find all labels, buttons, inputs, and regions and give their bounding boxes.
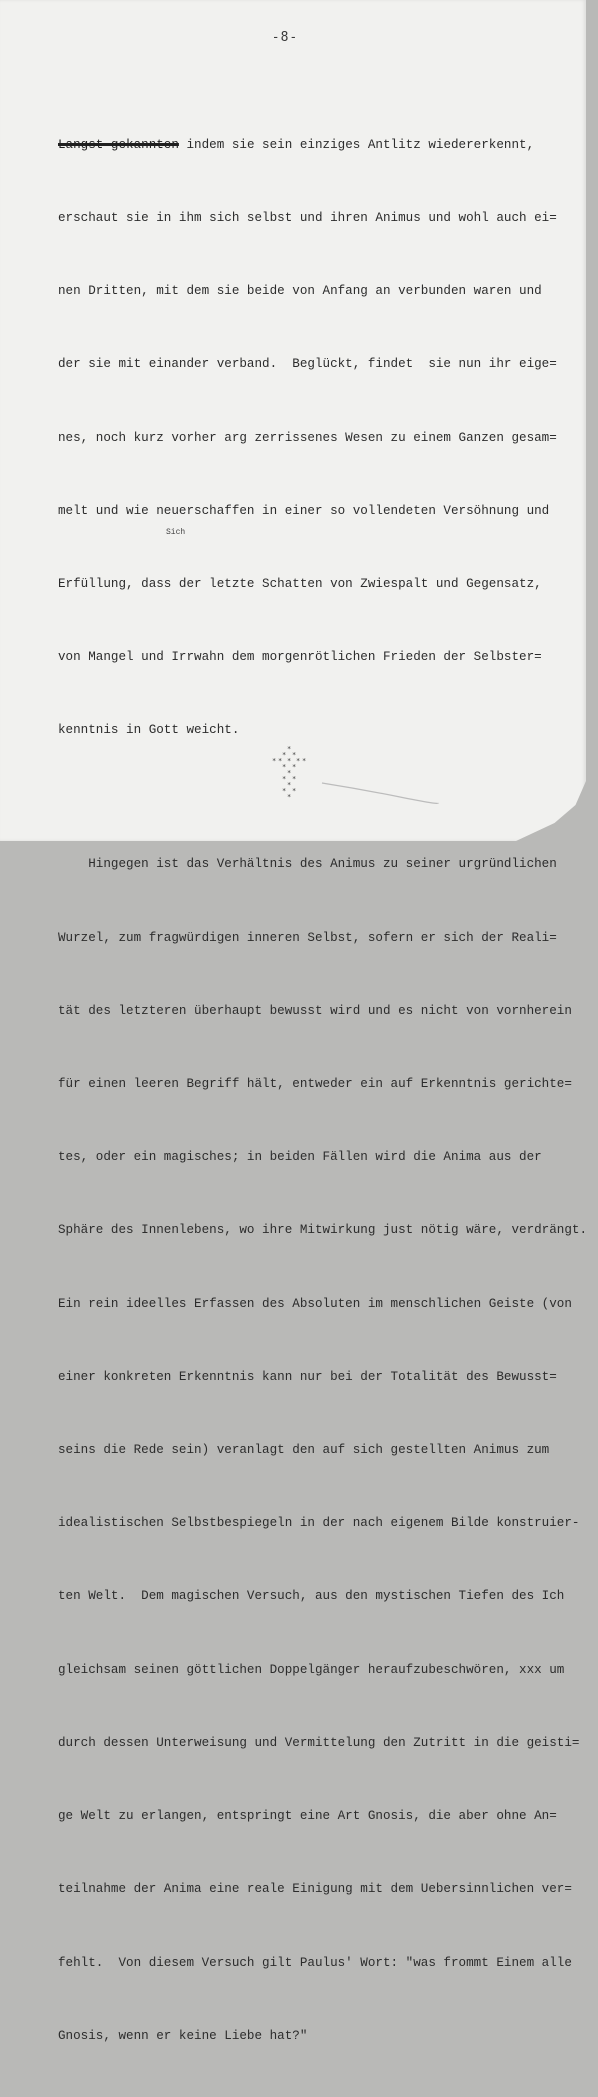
svg-text:*: * [287,781,292,789]
text-line: von Mangel und Irrwahn dem morgenrötlichen Frieden der Selbster= [58,650,542,665]
handwritten-insertion: Sich [166,528,186,537]
text-line: Hingegen ist das Verhältnis des Animus zu seiner urgründlichen [58,857,557,872]
text-line: seins die Rede sein) veranlagt den auf sich gestellten Animus zum [58,1443,550,1458]
svg-text:*: * [292,763,297,771]
svg-text:*: * [282,787,287,795]
svg-text:*: * [296,757,301,765]
text-line: einer konkreten Erkenntnis kann nur bei der Totalität des Bewusst= [58,1369,557,1384]
pencil-stroke-mark [320,775,440,805]
svg-text:*: * [282,751,287,759]
text-line: Wurzel, zum fragwürdigen inneren Selbst, sofern er sich der Reali= [58,930,557,945]
text-line: nes, noch kurz vorher arg zerrissenes Wesen zu einem Ganzen gesam= [58,430,557,445]
text-line: ten Welt. Dem magischen Versuch, aus den mystischen Tiefen des Ich [58,1589,565,1604]
svg-text:*: * [287,745,292,753]
svg-text:*: * [302,757,307,765]
text-line [58,133,558,157]
text-line: für einen leeren Begriff hält, entweder ein auf Erkenntnis gerichte= [58,1077,572,1092]
text-line: fehlt. Von diesem Versuch gilt Paulus' Wort: "was frommt Einem alle [58,1955,572,1970]
svg-text:*: * [292,775,297,783]
svg-text:*: * [287,757,292,765]
text-line: kenntnis in Gott weicht. [58,723,240,738]
text-line-rest: indem sie sein einziges Antlitz wiedererkennt, [186,137,535,152]
text-line: Ein rein ideelles Erfassen des Absoluten im menschlichen Geiste (von [58,1296,572,1311]
body-text [58,84,588,2097]
text-line: nen Dritten, mit dem sie beide von Anfang an verbunden waren und [58,284,542,299]
svg-text:*: * [292,751,297,759]
text-line: ge Welt zu erlangen, entspringt eine Art Gnosis, die aber ohne An= [58,1809,557,1824]
page-number: -8- [271,30,299,45]
text-line: erschaut sie in ihm sich selbst und ihren Animus und wohl auch ei= [58,211,557,226]
cross-ornament-icon [260,745,320,805]
svg-text:*: * [282,775,287,783]
text-line: idealistischen Selbstbespiegeln in der nach eigenem Bilde konstruier- [58,1516,580,1531]
svg-text:*: * [287,793,292,801]
svg-text:*: * [287,769,292,777]
text-line: tes, oder ein magisches; in beiden Fällen wird die Anima aus der [58,1150,542,1165]
text-line: Erfüllung, dass der letzte Schatten von Zwiespalt und Gegensatz, [58,577,542,592]
text-line: durch dessen Unterweisung und Vermittelung den Zutritt in die geisti= [58,1735,580,1750]
text-line: Sphäre des Innenlebens, wo ihre Mitwirkung just nötig wäre, verdrängt. [58,1223,588,1238]
svg-text:*: * [282,763,287,771]
text-line: tät des letzteren überhaupt bewusst wird und es nicht von vornherein [58,1003,572,1018]
text-line: teilnahme der Anima eine reale Einigung mit dem Uebersinnlichen ver= [58,1882,572,1897]
struck-out-word: Langst gekannten [58,137,179,152]
text-line: der sie mit einander verband. Beglückt, findet sie nun ihr eige= [58,357,557,372]
svg-text:*: * [272,757,277,765]
svg-text:*: * [292,787,297,795]
svg-text:*: * [278,757,283,765]
text-line: melt und wie neuerschaffen in einer so vollendeten Versöhnung und [58,503,550,518]
text-line: gleichsam seinen göttlichen Doppelgänger heraufzubeschwören, xxx um [58,1662,565,1677]
text-line: Gnosis, wenn er keine Liebe hat?" [58,2028,308,2043]
